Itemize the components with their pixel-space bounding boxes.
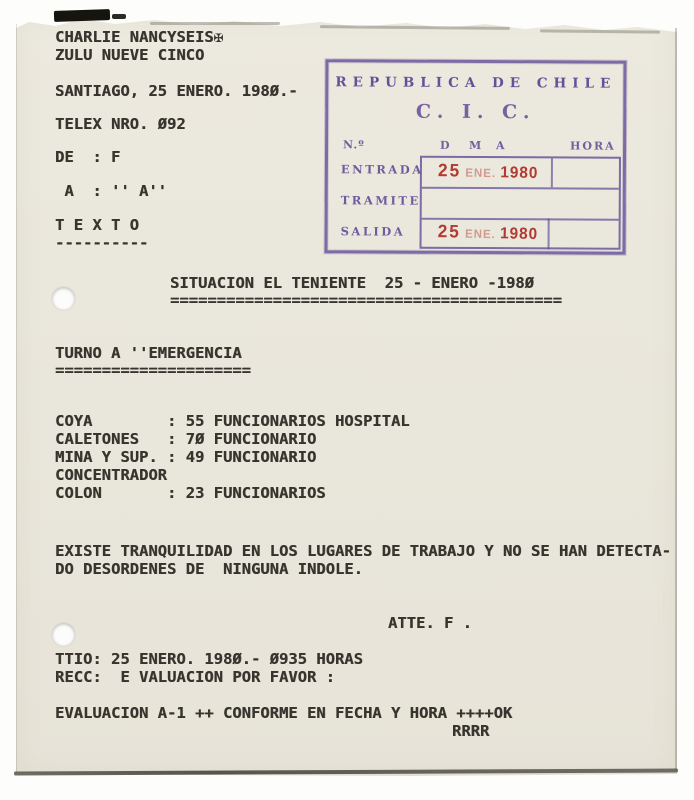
- header-line-1: CHARLIE NANCYSEIS✠: [55, 28, 223, 46]
- ttio-line: TTIO: 25 ENERO. 198Ø.- Ø935 HORAS: [55, 650, 363, 668]
- recc-line: RECC: E VALUACION POR FAVOR :: [55, 668, 335, 686]
- stamp-org-title: C. I. C.: [415, 100, 536, 124]
- rrrr-line: RRRR: [452, 722, 490, 740]
- staff-row: COLON : 23 FUNCIONARIOS: [55, 484, 326, 502]
- stamp-salida-label: SALIDA: [340, 224, 406, 239]
- signoff-line: ATTE. F .: [388, 614, 472, 632]
- body-paragraph-line: DO DESORDENES DE NINGUNA INDOLE.: [55, 560, 363, 578]
- stamp-tramite-label: TRAMITE: [340, 193, 421, 208]
- evaluation-line: EVALUACION A-1 ++ CONFORME EN FECHA Y HORA ++++OK: [55, 704, 513, 722]
- stamp-entrada-label: ENTRADA: [340, 162, 424, 177]
- stamp-column-divider: [548, 218, 550, 249]
- entrada-date-day: 25: [437, 160, 462, 181]
- stamp-country-title: REPUBLICA DE CHILE: [335, 74, 617, 92]
- salida-date-month: ENE.: [464, 226, 496, 242]
- turno-line: TURNO A ''EMERGENCIA: [55, 344, 242, 362]
- ink-smudge: [112, 14, 126, 19]
- staff-row: CONCENTRADOR: [55, 466, 167, 484]
- to-line: A : '' A'': [55, 182, 167, 200]
- subject-underline: ==========================================: [170, 291, 562, 309]
- salida-date-year: 1980: [499, 225, 539, 244]
- header-line-2: ZULU NUEVE CINCO: [55, 46, 205, 64]
- staff-row: COYA : 55 FUNCIONARIOS HOSPITAL: [55, 412, 410, 430]
- stamp-tramite-row: [422, 189, 619, 221]
- punch-hole: [52, 623, 75, 646]
- stamp-day-column-label: D: [440, 138, 451, 152]
- telex-number-line: TELEX NRO. Ø92: [55, 115, 186, 133]
- turno-underline: =====================: [55, 361, 251, 379]
- paper-right-edge: [675, 28, 677, 770]
- entrada-date-year: 1980: [500, 164, 539, 183]
- stamp-number-label: N.º: [343, 138, 365, 152]
- ink-smudge: [54, 9, 110, 22]
- salida-date-stamp: [438, 221, 539, 244]
- entrada-date-month: ENE.: [465, 165, 497, 181]
- texto-underline: ----------: [55, 234, 149, 252]
- subject-line: SITUACION EL TENIENTE 25 - ENERO -198Ø: [170, 274, 534, 292]
- entrada-date-stamp: [438, 160, 539, 183]
- stamp-month-column-label: M: [469, 138, 483, 153]
- from-line: DE : F: [55, 148, 121, 166]
- salida-date-day: 25: [437, 221, 461, 242]
- stamp-hora-label: HORA: [570, 139, 616, 153]
- paper-left-edge: [16, 24, 17, 772]
- punch-hole: [52, 287, 75, 310]
- texto-label: T E X T O: [55, 216, 139, 234]
- tear-streak: [150, 22, 280, 25]
- body-paragraph-line: EXISTE TRANQUILIDAD EN LOS LUGARES DE TRABAJO Y NO SE HAN DETECTA-: [55, 542, 671, 560]
- cic-rubber-stamp: [324, 59, 626, 255]
- staff-row: CALETONES : 7Ø FUNCIONARIO: [55, 430, 317, 448]
- stamp-column-divider: [551, 158, 553, 187]
- place-date-line: SANTIAGO, 25 ENERO. 198Ø.-: [55, 82, 298, 100]
- stamp-year-column-label: A: [496, 139, 506, 153]
- staff-row: MINA Y SUP. : 49 FUNCIONARIO: [55, 448, 317, 466]
